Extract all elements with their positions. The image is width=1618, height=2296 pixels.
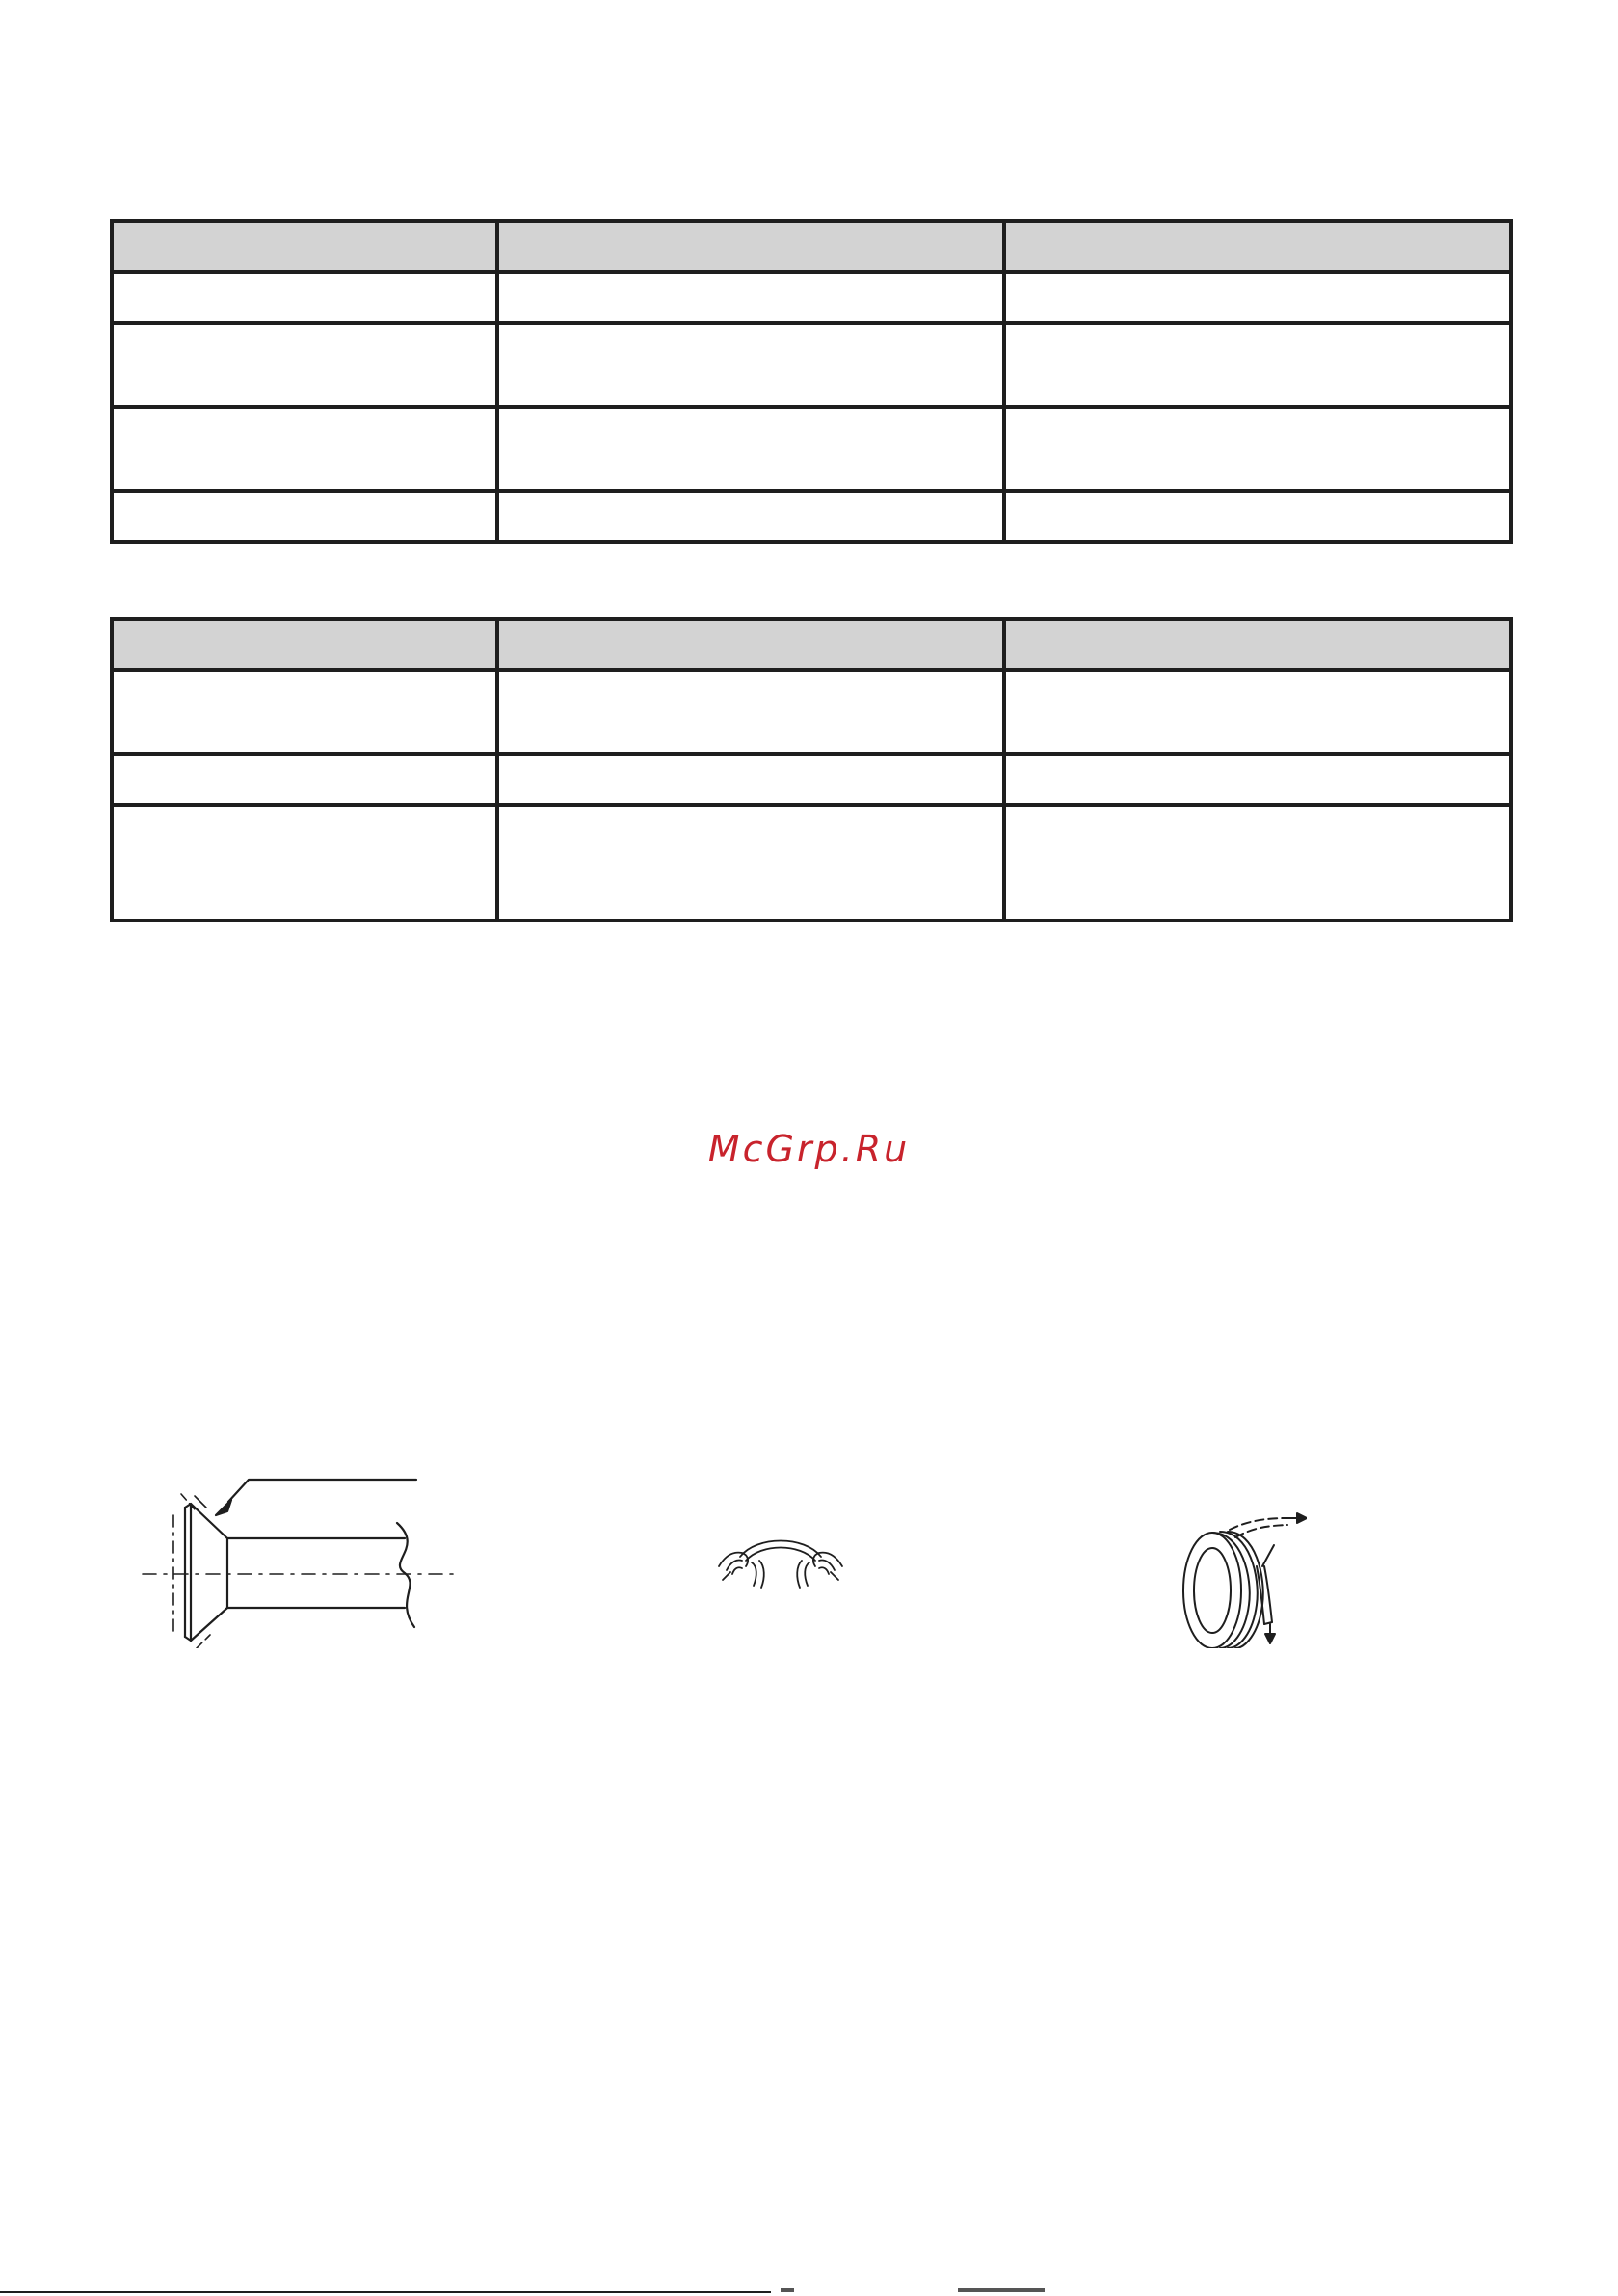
spec-table-2	[110, 617, 1513, 922]
table-2-header-row	[112, 619, 1511, 670]
table-2-header-cell	[497, 619, 1004, 670]
table-2-header-cell	[1004, 619, 1511, 670]
table-1-header-cell	[497, 221, 1004, 272]
table-cell	[497, 491, 1004, 542]
table-cell	[1004, 805, 1511, 921]
table-1-header-cell	[1004, 221, 1511, 272]
table-cell	[497, 407, 1004, 491]
table-cell	[497, 272, 1004, 323]
table-cell	[497, 805, 1004, 921]
flared-pipe-diagram-icon	[135, 1465, 463, 1648]
table-1-header-cell	[112, 221, 497, 272]
table-cell	[1004, 407, 1511, 491]
table-row	[112, 754, 1511, 805]
table-row	[112, 491, 1511, 542]
table-1-header-row	[112, 221, 1511, 272]
coiled-pipe-icon	[1153, 1499, 1307, 1648]
bottom-mark	[781, 2288, 794, 2292]
table-cell	[112, 272, 497, 323]
table-row	[112, 805, 1511, 921]
table-cell	[112, 805, 497, 921]
table-cell	[1004, 754, 1511, 805]
table-cell	[497, 670, 1004, 754]
table-cell	[112, 323, 497, 407]
bottom-mark	[958, 2288, 1045, 2292]
watermark-text: McGrp.Ru	[707, 1128, 911, 1170]
table-cell	[1004, 272, 1511, 323]
table-row	[112, 272, 1511, 323]
table-cell	[112, 491, 497, 542]
table-cell	[497, 754, 1004, 805]
table-row	[112, 670, 1511, 754]
table-cell	[497, 323, 1004, 407]
bottom-rule	[0, 2291, 771, 2293]
table-row	[112, 407, 1511, 491]
table-cell	[1004, 323, 1511, 407]
hands-bending-pipe-icon	[713, 1528, 848, 1595]
table-cell	[1004, 491, 1511, 542]
table-cell	[112, 754, 497, 805]
spec-table-1	[110, 219, 1513, 544]
table-cell	[112, 670, 497, 754]
table-cell	[1004, 670, 1511, 754]
table-row	[112, 323, 1511, 407]
table-2-header-cell	[112, 619, 497, 670]
table-cell	[112, 407, 497, 491]
